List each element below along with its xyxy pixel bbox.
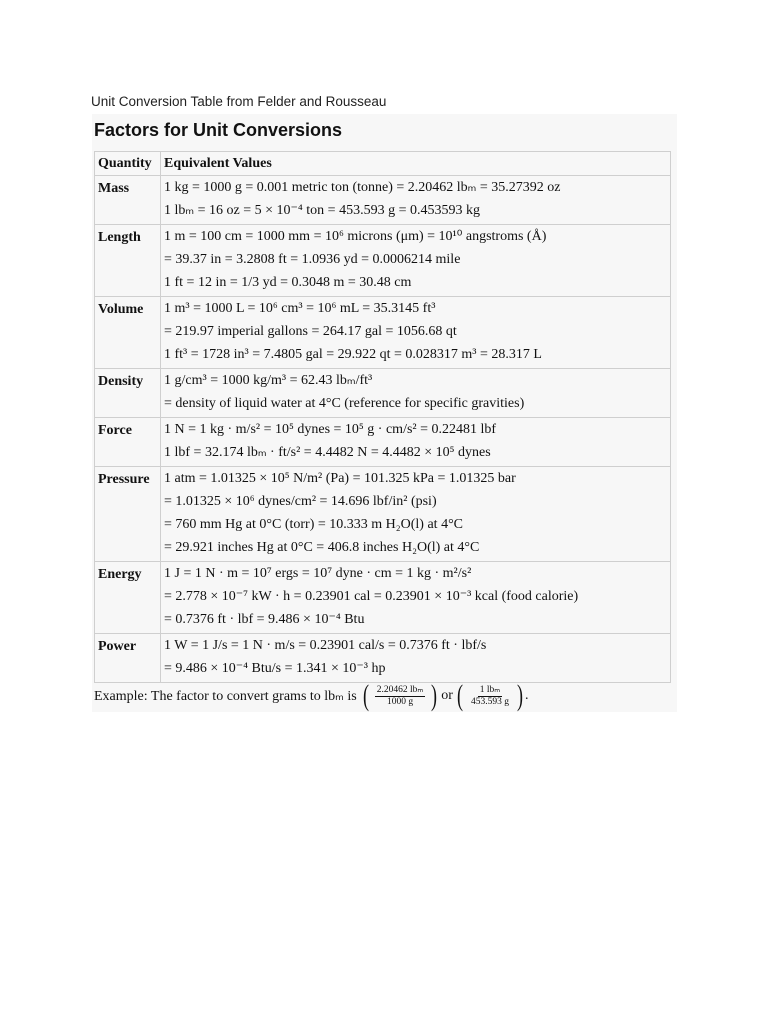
equivalence-line: = 219.97 imperial gallons = 264.17 gal = 1056.68 qt	[164, 324, 457, 339]
table-row	[95, 418, 671, 467]
document-caption: Unit Conversion Table from Felder and Rousseau	[91, 94, 387, 109]
quantity-cell: Energy	[95, 562, 161, 634]
table-row	[95, 176, 671, 225]
equivalent-values-cell	[161, 176, 671, 225]
equivalence-line: 1 m³ = 1000 L = 10⁶ cm³ = 10⁶ mL = 35.3145 ft³	[164, 301, 436, 316]
equivalence-line: 1 lbₘ = 16 oz = 5 × 10⁻⁴ ton = 453.593 g = 0.453593 kg	[164, 203, 480, 218]
quantity-cell: Length	[95, 225, 161, 297]
equivalence-line: 1 ft = 12 in = 1/3 yd = 0.3048 m = 30.48 cm	[164, 275, 412, 290]
example-suffix: .	[524, 688, 529, 703]
right-paren: )	[431, 679, 438, 712]
table-row	[95, 225, 671, 297]
equivalence-line: 1 N = 1 kg · m/s² = 10⁵ dynes = 10⁵ g · cm/s² = 0.22481 lbf	[164, 422, 497, 437]
right-paren: )	[516, 679, 523, 712]
quantity-cell: Force	[95, 418, 161, 467]
left-paren: (	[362, 679, 369, 712]
fraction-1-denominator: 1000 g	[386, 696, 414, 707]
example-prefix: Example: The factor to convert grams to lbₘ is	[94, 688, 357, 704]
table-title: Factors for Unit Conversions	[94, 120, 343, 140]
fraction-1	[375, 685, 426, 708]
equivalence-line: 1 W = 1 J/s = 1 N · m/s = 0.23901 cal/s = 0.7376 ft · lbf/s	[164, 638, 487, 653]
equivalent-values-cell	[161, 467, 671, 562]
equivalence-line: = 2.778 × 10⁻⁷ kW · h = 0.23901 cal = 0.23901 × 10⁻³ kcal (food calorie)	[164, 589, 579, 604]
table-row	[95, 562, 671, 634]
equivalent-values-cell	[161, 418, 671, 467]
table-body	[95, 176, 671, 683]
table-row	[95, 369, 671, 418]
equivalence-line: = 760 mm Hg at 0°C (torr) = 10.333 m H₂O(l) at 4°C	[164, 517, 464, 532]
left-paren: (	[456, 679, 463, 712]
equivalence-line: 1 m = 100 cm = 1000 mm = 10⁶ microns (μm) = 10¹⁰ angstroms (Å)	[164, 229, 547, 244]
equivalence-line: = density of liquid water at 4°C (reference for specific gravities)	[164, 396, 525, 411]
equivalence-line: 1 g/cm³ = 1000 kg/m³ = 62.43 lbₘ/ft³	[164, 373, 373, 388]
equivalence-line: = 0.7376 ft · lbf = 9.486 × 10⁻⁴ Btu	[164, 612, 365, 627]
table-row	[95, 634, 671, 683]
fraction-2-denominator: 453.593 g	[470, 696, 509, 707]
table-header-row	[95, 152, 671, 176]
equivalent-values-cell	[161, 562, 671, 634]
quantity-cell: Volume	[95, 297, 161, 369]
conversion-table	[94, 151, 671, 683]
fraction-2	[469, 685, 511, 708]
header-quantity: Quantity	[95, 152, 161, 176]
equivalent-values-cell	[161, 297, 671, 369]
equivalence-line: 1 J = 1 N · m = 10⁷ ergs = 10⁷ dyne · cm = 1 kg · m²/s²	[164, 566, 472, 581]
table-row	[95, 297, 671, 369]
quantity-cell: Mass	[95, 176, 161, 225]
header-equivalent-values: Equivalent Values	[161, 152, 671, 176]
equivalence-line: 1 lbf = 32.174 lbₘ · ft/s² = 4.4482 N = 4.4482 × 10⁵ dynes	[164, 445, 491, 460]
fraction-2-numerator: 1 lbₘ	[479, 684, 501, 695]
equivalence-line: 1 kg = 1000 g = 0.001 metric ton (tonne) = 2.20462 lbₘ = 35.27392 oz	[164, 180, 561, 195]
equivalence-line: = 29.921 inches Hg at 0°C = 406.8 inches H₂O(l) at 4°C	[164, 540, 480, 555]
equivalent-values-cell	[161, 634, 671, 683]
table-row	[95, 467, 671, 562]
equivalence-line: = 1.01325 × 10⁶ dynes/cm² = 14.696 lbf/in² (psi)	[164, 494, 437, 509]
equivalence-line: 1 atm = 1.01325 × 10⁵ N/m² (Pa) = 101.325 kPa = 1.01325 bar	[164, 471, 516, 486]
quantity-cell: Pressure	[95, 467, 161, 562]
equivalent-values-cell	[161, 369, 671, 418]
equivalence-line: = 39.37 in = 3.2808 ft = 1.0936 yd = 0.0006214 mile	[164, 252, 461, 267]
example-connector: or	[441, 688, 453, 703]
equivalent-values-cell	[161, 225, 671, 297]
equivalence-line: 1 ft³ = 1728 in³ = 7.4805 gal = 29.922 qt = 0.028317 m³ = 28.317 L	[164, 347, 542, 362]
quantity-cell: Power	[95, 634, 161, 683]
quantity-cell: Density	[95, 369, 161, 418]
fraction-1-numerator: 2.20462 lbₘ	[376, 684, 424, 695]
example-note	[94, 681, 528, 711]
equivalence-line: = 9.486 × 10⁻⁴ Btu/s = 1.341 × 10⁻³ hp	[164, 661, 386, 676]
